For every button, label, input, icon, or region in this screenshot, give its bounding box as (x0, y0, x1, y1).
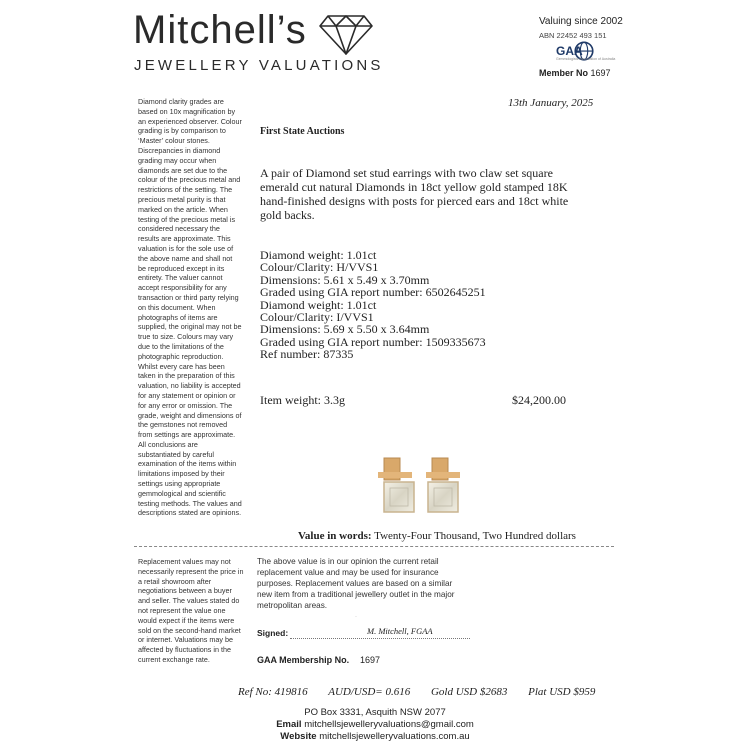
footer-address: PO Box 3331, Asquith NSW 2077 (304, 707, 446, 718)
spec-line: Graded using GIA report number: 1509335673 (260, 334, 486, 349)
valuation-price: $24,200.00 (512, 393, 566, 407)
valuation-date: 13th January, 2025 (508, 97, 594, 109)
dashed-divider (134, 546, 614, 548)
value-in-words (298, 530, 576, 542)
email-link[interactable]: mitchellsjewelleryvaluations@gmail.com (304, 719, 474, 730)
gaa-tagline: Gemmologists Association of Australia (556, 57, 616, 61)
brand-name: Mitchell’s (133, 8, 307, 52)
abn-number: ABN 22452 493 151 (539, 31, 607, 40)
member-value: 1697 (590, 68, 611, 78)
website-link[interactable]: mitchellsjewelleryvaluations.com.au (319, 731, 470, 742)
valuing-since: Valuing since 2002 (539, 16, 623, 27)
item-weight: Item weight: 3.3g (260, 393, 345, 407)
spec-line: Colour/Clarity: H/VVS1 (260, 260, 379, 275)
member-label: Member No (539, 68, 589, 78)
stray-mark: · (355, 614, 357, 620)
ref-number: Ref No: 419816 (238, 686, 308, 698)
platinum-price: Plat USD $959 (528, 686, 596, 698)
email-label: Email (276, 719, 302, 730)
gaa-logo: GAA (556, 44, 583, 58)
signed-label: Signed: (257, 628, 289, 638)
value-words-text: Twenty-Four Thousand, Two Hundred dollars (374, 530, 576, 542)
spec-line: Colour/Clarity: I/VVS1 (260, 310, 374, 325)
signatory-name: M. Mitchell, FGAA (367, 626, 433, 636)
gold-price: Gold USD $2683 (430, 686, 508, 698)
earrings-photo (370, 450, 470, 525)
gaa-membership-label: GAA Membership No. (257, 655, 350, 665)
diamond-icon (318, 14, 374, 56)
replacement-value-note: The above value is in our opinion the current retail replacement value and may be used for insurance purposes. Replacement values are based on a similar new item from a traditional jewellery outlet in the major metropolitan areas. (257, 557, 455, 610)
member-number (539, 68, 611, 78)
spec-line: Diamond weight: 1.01ct (260, 248, 377, 262)
brand-subtitle: JEWELLERY VALUATIONS (134, 57, 384, 74)
spec-line: Ref number: 87335 (260, 347, 354, 362)
spec-line: Graded using GIA report number: 6502645251 (260, 285, 486, 300)
item-description: A pair of Diamond set stud earrings with two claw set square emerald cut natural Diamonds in 18ct yellow gold stamped 18K hand-finished designs with posts for pierced ears and 18ct white gold backs. (260, 166, 569, 222)
diamond-specs (260, 249, 590, 361)
disclaimer-top: Diamond clarity grades are based on 10x magnification by an experienced observer. Colour grading is by comparison to ‘Master’ colour stones. Discrepancies in diamond grading may occur when diamonds are set due to the colour of the precious metal and restrictions of the setting. The precious metal purity is that marked on the article. When testing of the precious metal is considered necessary the results are approximate. This valuation is for the sole use of the above name and shall not be reproduced except in its entirety. The valuer cannot accept responsibility for any transaction or third party relying on this document. When photographs of items are supplied, the original may not be true to size. Colours may vary due to the limitations of the photographic reproduction. Whilst every care has been taken in the preparation of this valuation, no liability is accepted for any statement or opinion or for any error or omission. The grade, weight and dimensions of the gemstones not removed from settings are approximate. All conclusions are substantiated by careful examination of the items within limitations imposed by their settings using appropriate gemmological and scientific testing methods. The values and descriptions stated are opinions. (138, 97, 242, 518)
footer-email (0, 719, 750, 731)
value-words-label: Value in words: (298, 530, 372, 542)
website-label: Website (280, 731, 317, 742)
gaa-membership-number: 1697 (360, 655, 381, 665)
spec-line: Dimensions: 5.61 x 5.49 x 3.70mm (260, 272, 430, 287)
exchange-rate: AUD/USD= 0.616 (328, 686, 411, 698)
footer-website (0, 731, 750, 743)
spec-line: Diamond weight: 1.01ct (260, 297, 377, 312)
spec-line: Dimensions: 5.69 x 5.50 x 3.64mm (260, 322, 430, 337)
signature-line (290, 638, 470, 639)
disclaimer-bottom: Replacement values may not necessarily represent the price in a retail showroom after negotiations between a buyer and seller. The values stated do not represent the value one would expect if the items were sold on the second-hand market or internet. Valuations may be affected by fluctuations in the current exchange rate. (138, 557, 244, 664)
footer (0, 707, 750, 743)
client-name: First State Auctions (260, 126, 345, 137)
reference-line (238, 686, 613, 698)
